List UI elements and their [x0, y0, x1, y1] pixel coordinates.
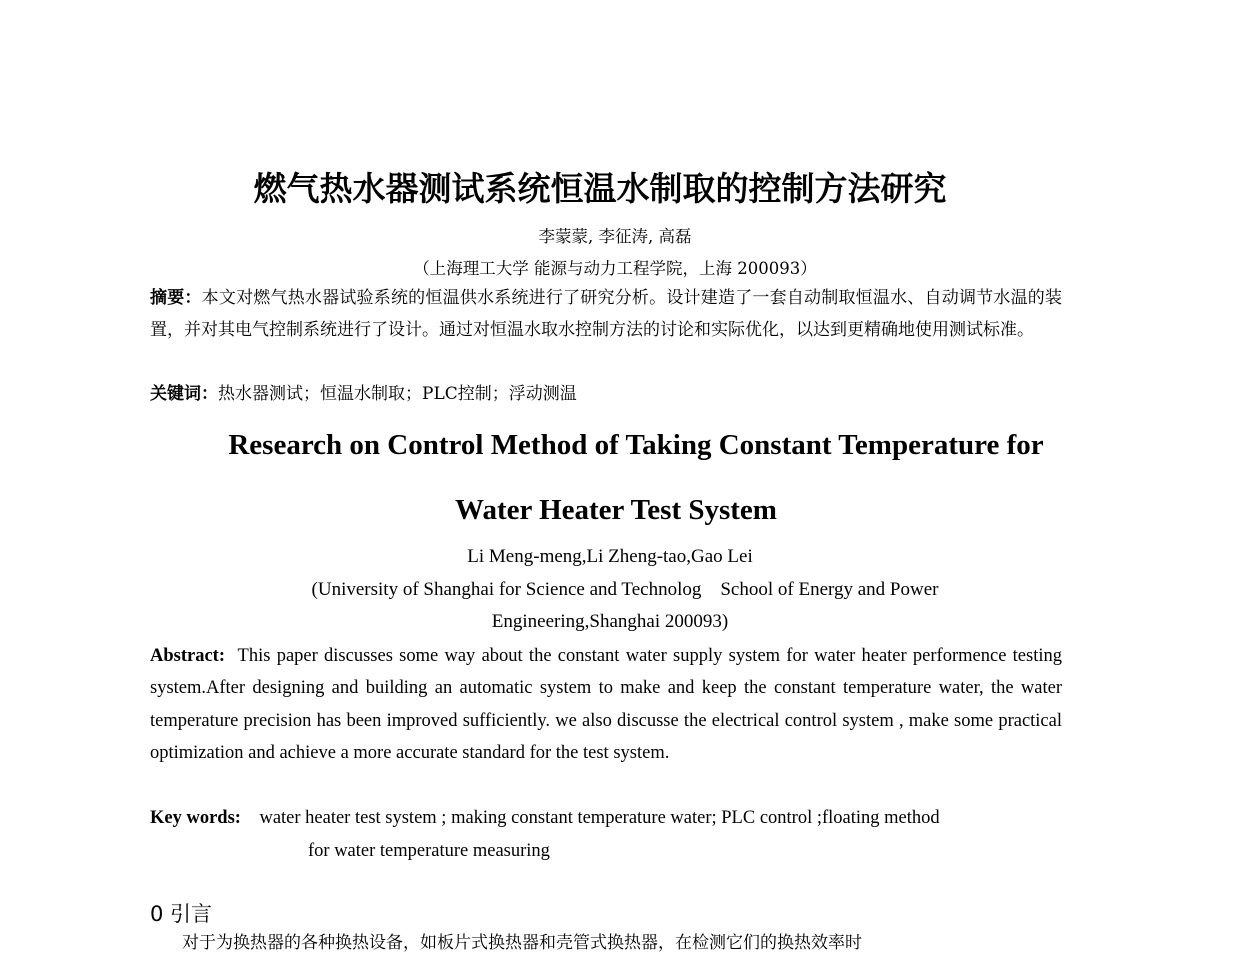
chinese-authors: 李蒙蒙, 李征涛, 高磊 [538, 227, 692, 246]
english-abstract-label: Abstract: [150, 646, 226, 666]
chinese-title: 燃气热水器测试系统恒温水制取的控制方法研究 [253, 169, 947, 208]
chinese-abstract [150, 283, 1062, 346]
english-title [150, 413, 1062, 543]
english-affiliation-line-2: Engineering,Shanghai 200093) [491, 611, 729, 632]
english-keywords-label: Key words: [150, 808, 241, 828]
chinese-abstract-label: 摘要： [150, 288, 202, 308]
english-title-line-1: Research on Control Method of Taking Constant Temperature for [228, 429, 1044, 461]
section-first-line: 对于为换热器的各种换热设备，如板片式换热器和壳管式换热器，在检测它们的换热效率时 [182, 933, 862, 953]
chinese-affiliation: （上海理工大学 能源与动力工程学院，上海 200093） [413, 259, 817, 278]
english-keywords-line-2: for water temperature measuring [308, 841, 550, 861]
english-keywords-line-1: water heater test system ; making constant temperature water; PLC control ;floating method [259, 808, 940, 828]
english-abstract-text: This paper discusses some way about the constant water supply system for water heater performence testing system.After designing and building an automatic system to make and keep the constant temperature water, the water temperature precision has been improved sufficiently. we also discusse the electrical control system , make some practical optimization and achieve a more accurate standard for the test system. [150, 646, 1062, 763]
section-heading: 0 引言 [150, 902, 213, 926]
english-affiliation-line-1: (University of Shanghai for Science and Technolog School of Energy and Power [311, 579, 939, 600]
english-authors: Li Meng-meng,Li Zheng-tao,Gao Lei [467, 546, 753, 567]
chinese-keywords [150, 379, 1062, 411]
section-body-clipped [150, 931, 1062, 953]
chinese-keywords-text: 热水器测试；恒温水制取；PLC控制；浮动测温 [218, 384, 577, 404]
chinese-abstract-text: 本文对燃气热水器试验系统的恒温供水系统进行了研究分析。设计建造了一套自动制取恒温水、自动调节水温的装置，并对其电气控制系统进行了设计。通过对恒温水取水控制方法的讨论和实际优化，以达到更精确地使用测试标准。 [150, 288, 1063, 340]
english-keywords [150, 802, 1062, 868]
chinese-keywords-label: 关键词： [150, 384, 218, 404]
english-title-line-2: Water Heater Test System [455, 494, 777, 526]
english-abstract [150, 640, 1062, 769]
